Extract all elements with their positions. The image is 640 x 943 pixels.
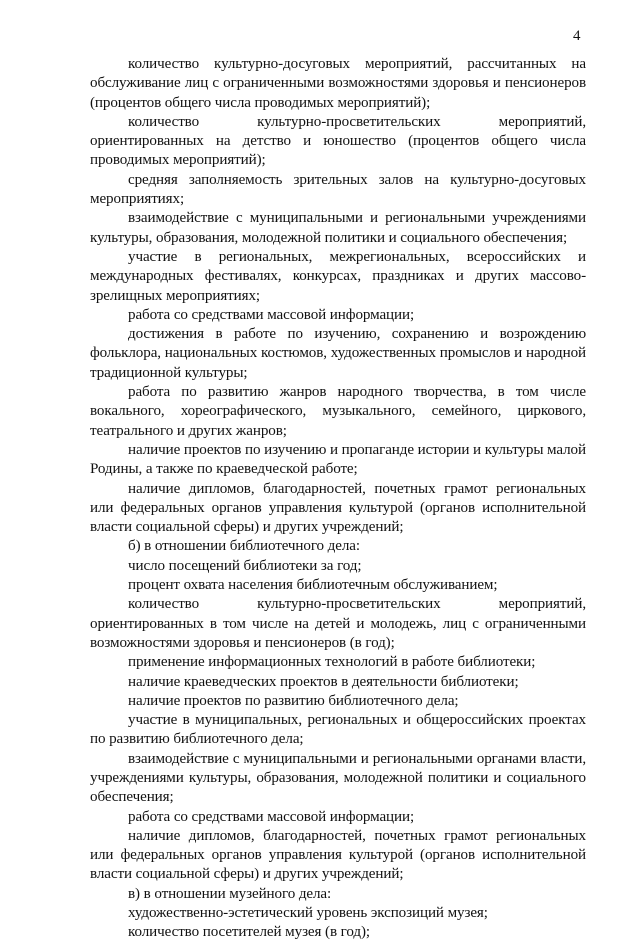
paragraph: применение информационных технологий в работе библиотеки; — [128, 654, 536, 671]
document-body — [90, 55, 586, 943]
paragraph: число посещений библиотеки за год; — [128, 557, 362, 574]
paragraph: наличие дипломов, благодарностей, почетных грамот региональных или федеральных органов управления культурой (органов исполнительной власти социальной сферы) и других учреждений; — [90, 480, 586, 536]
paragraph: количество культурно-досуговых мероприятий, рассчитанных на обслуживание лиц с ограниченными возможностями здоровья и пенсионеров (процентов общего числа проводимых мероприятий); — [90, 56, 586, 111]
paragraph: работа со средствами массовой информации; — [128, 808, 415, 825]
paragraph: средняя заполняемость зрительных залов на культурно-досуговых мероприятиях; — [90, 171, 586, 208]
paragraph: участие в муниципальных, региональных и общероссийских проектах по развитию библиотечного дела; — [90, 712, 586, 748]
page-number: 4 — [573, 28, 581, 44]
paragraph: количество культурно-просветительских мероприятий, ориентированных в том числе на детей и молодежь, лиц с ограниченными возможностями здоровья и пенсионеров (в год); — [90, 596, 586, 651]
paragraph: количество культурно-просветительских мероприятий, ориентированных на детство и юношество (процентов общего числа проводимых мероприятий); — [90, 113, 586, 169]
paragraph: работа по развитию жанров народного творчества, в том числе вокального, хореографического, музыкального, семейного, циркового, театрального и других жанров; — [90, 384, 586, 439]
section-heading-libraries: б) в отношении библиотечного дела: — [128, 538, 360, 555]
paragraph: достижения в работе по изучению, сохранению и возрождению фольклора, национальных костюмов, художественных промыслов и народной традиционной культуры; — [90, 326, 586, 381]
paragraph: работа со средствами массовой информации; — [128, 306, 415, 323]
paragraph: художественно-эстетический уровень экспозиций музея; — [128, 905, 488, 922]
paragraph: участие в региональных, межрегиональных, всероссийских и международных фестивалях, конкурсах, праздниках и других массово-зрелищных мероприятиях; — [90, 248, 586, 304]
paragraph: наличие краеведческих проектов в деятельности библиотеки; — [128, 673, 519, 690]
paragraph: взаимодействие с муниципальными и региональными учреждениями культуры, образования, молодежной политики и социального обеспечения; — [90, 210, 586, 246]
section-heading-museums: в) в отношении музейного дела: — [128, 885, 332, 902]
paragraph: взаимодействие с муниципальными и региональными органами власти, учреждениями культуры, образования, молодежной политики и социального обеспечения; — [90, 750, 586, 806]
paragraph: наличие дипломов, благодарностей, почетных грамот региональных или федеральных органов управления культурой (органов исполнительной власти социальной сферы) и других учреждений; — [90, 827, 586, 883]
paragraph: наличие проектов по изучению и пропаганде истории и культуры малой Родины, а также по краеведческой работе; — [90, 441, 586, 478]
paragraph: количество посетителей музея (в год); — [128, 924, 370, 941]
paragraph: наличие проектов по развитию библиотечного дела; — [128, 692, 459, 709]
paragraph: процент охвата населения библиотечным обслуживанием; — [128, 577, 498, 594]
